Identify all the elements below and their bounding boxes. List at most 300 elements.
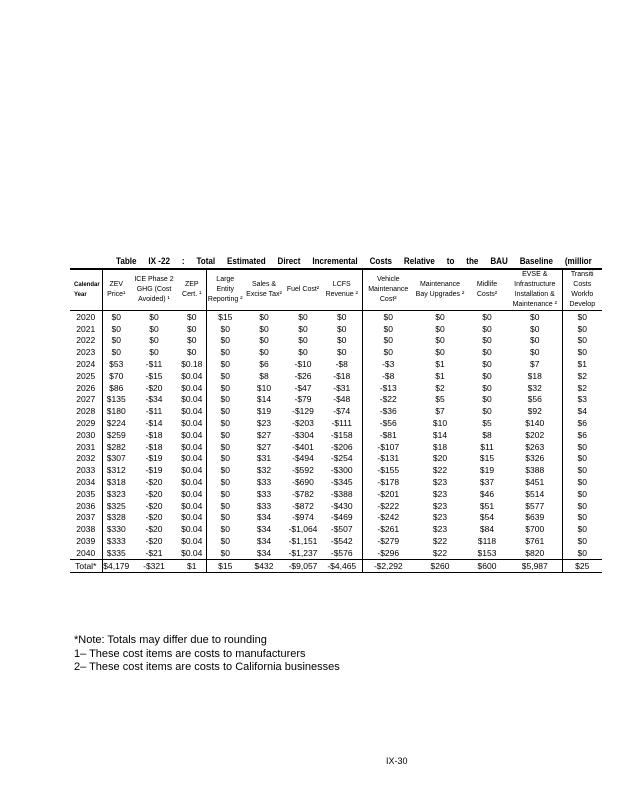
- value-cell: $46: [479, 488, 495, 499]
- value-cell: $0: [206, 547, 244, 559]
- year-cell: 2021: [76, 323, 96, 334]
- value-cell: -$1,064: [288, 524, 318, 535]
- value-cell: -$20: [145, 512, 163, 523]
- year-cell: 2037: [76, 512, 96, 523]
- caption-word: Direct: [277, 256, 301, 267]
- value-cell: $27: [256, 429, 272, 440]
- column-header: LCFS Revenue ²: [322, 269, 362, 311]
- value-cell: $0: [337, 323, 347, 334]
- value-cell: -$401: [292, 441, 314, 452]
- value-cell: $260: [414, 559, 466, 572]
- value-cell: -$321: [130, 559, 178, 572]
- value-cell: $70: [102, 370, 130, 382]
- value-cell: $0: [206, 500, 244, 512]
- value-cell: $1: [178, 559, 206, 572]
- value-cell: -$18: [145, 429, 163, 440]
- value-cell: -$576: [330, 547, 353, 558]
- value-cell: $0: [482, 406, 492, 417]
- value-cell: $23: [432, 477, 448, 488]
- column-header: Vehicle Maintenance Cost²: [362, 269, 414, 311]
- value-cell: $53: [102, 358, 130, 370]
- value-cell: $0.18: [181, 359, 203, 370]
- table-row: [70, 500, 602, 512]
- value-cell: $0: [206, 476, 244, 488]
- value-cell: -$9,057: [284, 559, 322, 572]
- table-row: [70, 346, 602, 358]
- value-cell: -$20: [145, 500, 163, 511]
- value-cell: $0: [362, 311, 414, 323]
- value-cell: $23: [432, 512, 448, 523]
- value-cell: -$1,151: [288, 536, 318, 547]
- year-cell: 2039: [76, 536, 96, 547]
- value-cell: $0: [562, 335, 602, 347]
- value-cell: $0: [206, 346, 244, 358]
- value-cell: -$36: [362, 405, 414, 417]
- value-cell: $0: [562, 523, 602, 535]
- value-cell: $14: [256, 394, 272, 405]
- value-cell: $15: [206, 311, 244, 323]
- value-cell: $312: [102, 464, 130, 476]
- value-cell: $33: [256, 477, 272, 488]
- caption-word: to: [446, 256, 455, 267]
- value-cell: $4,179: [103, 560, 130, 571]
- value-cell: $56: [527, 394, 542, 405]
- value-cell: $27: [256, 441, 272, 452]
- caption-word: IX -22: [148, 256, 170, 267]
- value-cell: $0: [435, 347, 445, 358]
- value-cell: -$592: [292, 465, 314, 476]
- value-cell: -$201: [362, 488, 414, 500]
- year-cell: 2029: [76, 418, 96, 429]
- value-cell: $0: [482, 370, 492, 381]
- value-cell: -$18: [145, 441, 163, 452]
- value-cell: -$542: [330, 536, 353, 547]
- table-row: [70, 547, 602, 559]
- value-cell: -$111: [331, 418, 352, 429]
- year-cell: 2038: [76, 524, 96, 535]
- value-cell: $0.04: [181, 406, 203, 417]
- value-cell: -$178: [362, 476, 414, 488]
- value-cell: -$11: [145, 406, 163, 417]
- value-cell: $15: [479, 453, 495, 464]
- value-cell: $34: [256, 512, 272, 523]
- value-cell: $0: [482, 359, 492, 370]
- table-row: [70, 382, 602, 394]
- value-cell: -$10: [294, 359, 312, 370]
- value-cell: $0: [562, 547, 602, 559]
- table-header-row: [70, 269, 602, 311]
- value-cell: $3: [562, 394, 602, 406]
- value-cell: $0.04: [181, 382, 203, 393]
- value-cell: $0: [362, 346, 414, 358]
- value-cell: $25: [562, 559, 602, 572]
- value-cell: $23: [256, 418, 272, 429]
- value-cell: $202: [525, 429, 545, 440]
- value-cell: -$107: [362, 441, 414, 453]
- value-cell: $0: [102, 311, 130, 323]
- value-cell: $0: [530, 323, 540, 334]
- value-cell: $0: [298, 335, 308, 346]
- value-cell: -$20: [145, 488, 163, 499]
- value-cell: $761: [525, 536, 545, 547]
- value-cell: $23: [432, 488, 448, 499]
- value-cell: -$300: [330, 465, 353, 476]
- value-cell: $0: [102, 323, 130, 335]
- column-header: ICE Phase 2 GHG (Cost Avoided) ¹: [130, 269, 178, 311]
- column-header: EVSE & Infrastructure Installation & Maintenance ²: [508, 269, 562, 311]
- value-cell: $0: [206, 417, 244, 429]
- value-cell: $0: [337, 335, 347, 346]
- value-cell: $0: [562, 535, 602, 547]
- value-cell: $0: [206, 535, 244, 547]
- caption-word: Estimated: [227, 256, 266, 267]
- value-cell: $0: [562, 464, 602, 476]
- table-row: [70, 535, 602, 547]
- table-body: [70, 311, 602, 573]
- value-cell: $0.04: [181, 536, 203, 547]
- value-cell: $118: [477, 536, 497, 547]
- column-header: Fuel Cost²: [284, 269, 322, 311]
- caption-word: Costs: [369, 256, 393, 267]
- value-cell: $20: [432, 453, 448, 464]
- value-cell: -$4,465: [322, 559, 362, 572]
- value-cell: -$48: [333, 394, 351, 405]
- year-cell: 2022: [76, 335, 96, 346]
- value-cell: -$279: [362, 535, 414, 547]
- value-cell: -$81: [362, 429, 414, 441]
- value-cell: $153: [477, 547, 497, 558]
- value-cell: $335: [102, 547, 130, 559]
- value-cell: $0.04: [181, 441, 203, 452]
- value-cell: $820: [525, 547, 545, 558]
- value-cell: $8: [259, 370, 269, 381]
- year-cell: 2025: [76, 370, 96, 381]
- value-cell: -$74: [333, 406, 351, 417]
- value-cell: -$131: [362, 453, 414, 465]
- value-cell: $22: [432, 547, 448, 558]
- caption-word: (millior: [564, 256, 592, 267]
- caption-word: Baseline: [519, 256, 553, 267]
- total-row: [70, 559, 602, 572]
- value-cell: $333: [102, 535, 130, 547]
- value-cell: $10: [432, 418, 448, 429]
- value-cell: $514: [525, 488, 545, 499]
- year-cell: 2023: [76, 347, 96, 358]
- value-cell: $0.04: [181, 453, 203, 464]
- value-cell: $2: [562, 370, 602, 382]
- value-cell: $32: [256, 465, 272, 476]
- value-cell: $0.04: [181, 429, 203, 440]
- table-row: [70, 523, 602, 535]
- value-cell: $32: [527, 382, 542, 393]
- year-cell: 2020: [76, 311, 96, 322]
- value-cell: $0: [562, 311, 602, 323]
- value-cell: $86: [102, 382, 130, 394]
- value-cell: $0: [206, 335, 244, 347]
- value-cell: $6: [259, 359, 269, 370]
- value-cell: $33: [256, 500, 272, 511]
- value-cell: -$155: [362, 464, 414, 476]
- value-cell: $0: [435, 311, 445, 322]
- value-cell: -$203: [292, 418, 314, 429]
- value-cell: $0: [337, 347, 347, 358]
- caption-word: Incremental: [312, 256, 358, 267]
- year-cell: 2035: [76, 488, 96, 499]
- value-cell: $22: [432, 465, 448, 476]
- value-cell: $0: [562, 346, 602, 358]
- value-cell: $140: [525, 418, 545, 429]
- value-cell: $700: [525, 524, 545, 535]
- value-cell: $10: [256, 382, 272, 393]
- value-cell: $7: [530, 359, 540, 370]
- value-cell: $0.04: [181, 547, 203, 558]
- year-cell: 2032: [76, 453, 96, 464]
- note-manufacturers: 1– These cost items are costs to manufacturers: [74, 647, 306, 660]
- value-cell: $0: [259, 323, 269, 334]
- value-cell: $0: [298, 347, 308, 358]
- value-cell: $0.04: [181, 477, 203, 488]
- value-cell: $0: [562, 512, 602, 524]
- value-cell: -$34: [145, 394, 163, 405]
- value-cell: $0: [259, 335, 269, 346]
- value-cell: $19: [479, 465, 495, 476]
- value-cell: $0: [206, 405, 244, 417]
- value-cell: $7: [435, 406, 445, 417]
- value-cell: $0: [562, 441, 602, 453]
- value-cell: -$872: [292, 500, 314, 511]
- value-cell: -$1,237: [288, 547, 318, 558]
- value-cell: $0: [206, 323, 244, 335]
- value-cell: $0: [562, 453, 602, 465]
- value-cell: -$974: [292, 512, 314, 523]
- value-cell: $0.04: [181, 370, 203, 381]
- value-cell: -$18: [333, 370, 351, 381]
- value-cell: $600: [466, 559, 508, 572]
- table-row: [70, 476, 602, 488]
- value-cell: $0: [206, 453, 244, 465]
- value-cell: $33: [256, 488, 272, 499]
- value-cell: $0: [149, 335, 159, 346]
- value-cell: -$507: [330, 524, 353, 535]
- value-cell: $84: [479, 524, 495, 535]
- table-row: [70, 358, 602, 370]
- caption-word: :: [181, 256, 185, 267]
- value-cell: -$469: [330, 512, 353, 523]
- value-cell: -$261: [362, 523, 414, 535]
- value-cell: -$20: [145, 524, 163, 535]
- value-cell: $0: [149, 347, 159, 358]
- table-row: [70, 394, 602, 406]
- value-cell: $0: [206, 523, 244, 535]
- value-cell: $15: [206, 559, 244, 572]
- value-cell: $0: [206, 370, 244, 382]
- page-number: IX-30: [386, 756, 408, 766]
- value-cell: -$242: [362, 512, 414, 524]
- value-cell: $263: [525, 441, 545, 452]
- column-header: Transiti Costs Workfo Develop: [562, 269, 602, 311]
- value-cell: $307: [102, 453, 130, 465]
- value-cell: -$31: [333, 382, 351, 393]
- column-header: Maintenance Bay Upgrades ²: [414, 269, 466, 311]
- value-cell: $0: [259, 311, 269, 322]
- note-businesses: 2– These cost items are costs to California businesses: [74, 661, 340, 673]
- table-row: [70, 405, 602, 417]
- value-cell: $318: [102, 476, 130, 488]
- value-cell: $0: [530, 347, 540, 358]
- value-cell: $0: [562, 323, 602, 335]
- value-cell: $0.04: [181, 418, 203, 429]
- value-cell: -$388: [330, 488, 353, 499]
- value-cell: $577: [525, 500, 545, 511]
- value-cell: $259: [102, 429, 130, 441]
- value-cell: $4: [562, 405, 602, 417]
- value-cell: $0: [206, 488, 244, 500]
- value-cell: $432: [244, 559, 284, 572]
- table-row: [70, 311, 602, 323]
- value-cell: -$14: [145, 418, 163, 429]
- value-cell: -$304: [292, 429, 314, 440]
- value-cell: $0: [298, 323, 308, 334]
- value-cell: $5: [482, 418, 492, 429]
- value-cell: $5,987: [508, 559, 562, 572]
- value-cell: $0.04: [181, 394, 203, 405]
- value-cell: $0.04: [181, 488, 203, 499]
- value-cell: -$11: [145, 359, 163, 370]
- value-cell: $0: [149, 311, 159, 322]
- year-cell: 2030: [76, 429, 96, 440]
- value-cell: -$20: [145, 382, 163, 393]
- value-cell: -$21: [145, 547, 163, 558]
- value-cell: $0: [206, 429, 244, 441]
- value-cell: $5: [435, 394, 445, 405]
- value-cell: $451: [525, 477, 545, 488]
- value-cell: $0: [206, 394, 244, 406]
- column-header: ZEV Price¹: [102, 269, 130, 311]
- value-cell: $0: [482, 347, 492, 358]
- value-cell: $328: [102, 512, 130, 524]
- value-cell: -$206: [330, 441, 353, 452]
- table-row: [70, 429, 602, 441]
- column-header: Midlife Costs²: [466, 269, 508, 311]
- value-cell: $330: [102, 523, 130, 535]
- value-cell: $0: [187, 311, 197, 322]
- value-cell: $0: [482, 323, 492, 334]
- caption-word: Relative: [403, 256, 435, 267]
- value-cell: $0: [562, 488, 602, 500]
- value-cell: $326: [525, 453, 545, 464]
- year-cell: 2026: [76, 382, 96, 393]
- value-cell: $34: [256, 524, 272, 535]
- value-cell: -$47: [294, 382, 312, 393]
- value-cell: $0: [206, 464, 244, 476]
- value-cell: $323: [102, 488, 130, 500]
- value-cell: -$222: [362, 500, 414, 512]
- value-cell: $0: [206, 358, 244, 370]
- year-cell: 2036: [76, 500, 96, 511]
- table-row: [70, 488, 602, 500]
- value-cell: $0: [562, 476, 602, 488]
- value-cell: $0: [149, 323, 159, 334]
- year-cell: 2024: [76, 359, 96, 370]
- value-cell: $388: [525, 465, 545, 476]
- value-cell: -$22: [362, 394, 414, 406]
- caption-word: Total: [196, 256, 216, 267]
- value-cell: $6: [562, 429, 602, 441]
- table-row: [70, 464, 602, 476]
- value-cell: -$430: [330, 500, 353, 511]
- value-cell: -$19: [145, 453, 163, 464]
- value-cell: $325: [102, 500, 130, 512]
- cost-table: [70, 268, 602, 573]
- value-cell: $135: [102, 394, 130, 406]
- table-row: [70, 512, 602, 524]
- table-row: [70, 335, 602, 347]
- value-cell: $18: [527, 370, 542, 381]
- value-cell: $8: [482, 429, 492, 440]
- value-cell: $0: [482, 335, 492, 346]
- value-cell: $34: [256, 536, 272, 547]
- value-cell: -$20: [145, 536, 163, 547]
- value-cell: $92: [527, 406, 542, 417]
- value-cell: $180: [102, 405, 130, 417]
- value-cell: -$782: [292, 488, 314, 499]
- value-cell: -$15: [145, 370, 163, 381]
- value-cell: -$158: [330, 429, 353, 440]
- column-header: Calendar Year: [70, 269, 102, 311]
- notes-block: [74, 634, 340, 675]
- value-cell: -$254: [330, 453, 353, 464]
- year-cell: 2040: [76, 547, 96, 558]
- value-cell: -$19: [145, 465, 163, 476]
- value-cell: $37: [479, 477, 495, 488]
- value-cell: $0: [187, 347, 197, 358]
- year-cell: 2031: [76, 441, 96, 452]
- value-cell: $14: [432, 429, 448, 440]
- value-cell: $54: [479, 512, 495, 523]
- value-cell: -$494: [292, 453, 314, 464]
- table-row: [70, 370, 602, 382]
- value-cell: $1: [562, 358, 602, 370]
- value-cell: -$26: [294, 370, 312, 381]
- value-cell: -$296: [362, 547, 414, 559]
- column-header: Large Entity Reporting ²: [206, 269, 244, 311]
- value-cell: $2: [562, 382, 602, 394]
- value-cell: $639: [525, 512, 545, 523]
- value-cell: $0: [435, 335, 445, 346]
- value-cell: $0.04: [181, 500, 203, 511]
- value-cell: -$8: [362, 370, 414, 382]
- value-cell: $23: [432, 500, 448, 511]
- value-cell: -$3: [362, 358, 414, 370]
- value-cell: -$56: [362, 417, 414, 429]
- value-cell: $31: [256, 453, 272, 464]
- value-cell: -$20: [145, 477, 163, 488]
- value-cell: $0: [102, 346, 130, 358]
- value-cell: $18: [432, 441, 448, 452]
- value-cell: $0: [530, 311, 540, 322]
- value-cell: -$79: [294, 394, 312, 405]
- value-cell: $0: [435, 323, 445, 334]
- caption-word: the: [466, 256, 479, 267]
- year-cell: 2028: [76, 406, 96, 417]
- value-cell: $0: [206, 512, 244, 524]
- value-cell: $224: [102, 417, 130, 429]
- value-cell: $51: [479, 500, 495, 511]
- value-cell: $0: [337, 311, 347, 322]
- column-header: ZEP Cert. ¹: [178, 269, 206, 311]
- year-cell: Total*: [70, 559, 102, 572]
- value-cell: $0: [206, 382, 244, 394]
